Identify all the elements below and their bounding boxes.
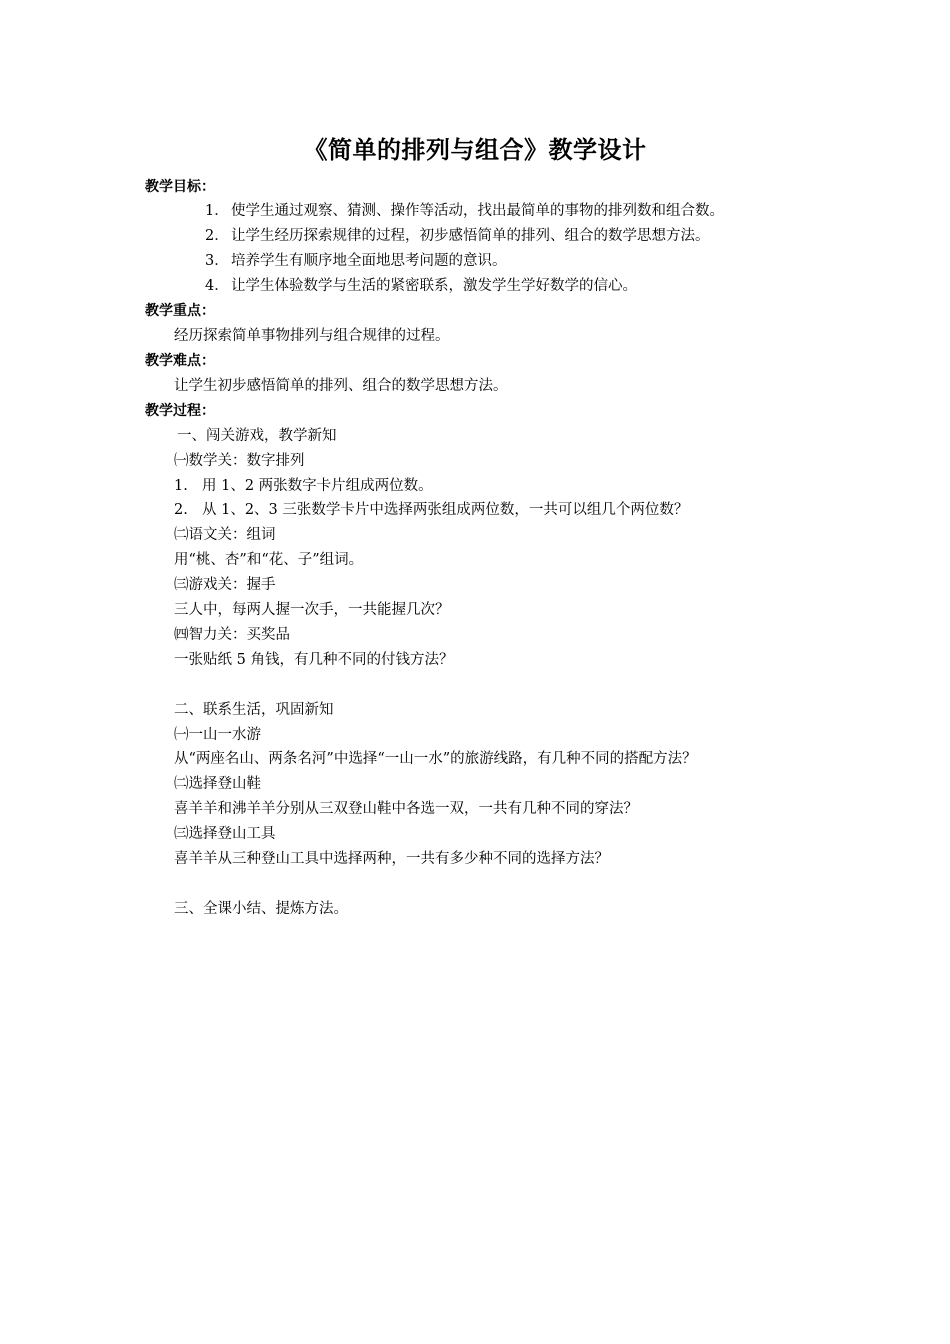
objective-number: 4． bbox=[205, 278, 229, 294]
part2-section1-text: 从“两座名山、两条名河”中选择“一山一水”的旅游线路，有几种不同的搭配方法？ bbox=[174, 751, 697, 767]
part3-title: 三、全课小结、提炼方法。 bbox=[174, 901, 348, 917]
part1-section2-text: 用“桃、杏”和“花、子”组词。 bbox=[174, 552, 364, 568]
part1-section4-text: 一张贴纸 5 角钱，有几种不同的付钱方法？ bbox=[174, 652, 454, 668]
part1-section1-item bbox=[174, 476, 433, 496]
objective-item bbox=[205, 251, 507, 271]
part2-section1-title: ㈠一山一水游 bbox=[174, 727, 261, 743]
part2-section3-title: ㈢选择登山工具 bbox=[174, 826, 276, 842]
difficulty-text: 让学生初步感悟简单的排列、组合的数学思想方法。 bbox=[174, 378, 508, 394]
key-point-heading: 教学重点： bbox=[145, 303, 215, 319]
objective-item bbox=[205, 201, 724, 221]
objective-item bbox=[205, 226, 710, 246]
part1-section3-title: ㈢游戏关：握手 bbox=[174, 577, 276, 593]
objective-text: 让学生经历探索规律的过程，初步感悟简单的排列、组合的数学思想方法。 bbox=[231, 228, 710, 244]
part2-section2-text: 喜羊羊和沸羊羊分别从三双登山鞋中各选一双，一共有几种不同的穿法？ bbox=[174, 801, 638, 817]
part1-section1-title: ㈠数学关：数字排列 bbox=[174, 453, 305, 469]
objective-text: 培养学生有顺序地全面地思考问题的意识。 bbox=[231, 253, 507, 269]
item-text: 用 1、2 两张数字卡片组成两位数。 bbox=[202, 478, 433, 494]
part1-section2-title: ㈡语文关：组词 bbox=[174, 527, 276, 543]
part1-title: 一、闯关游戏，教学新知 bbox=[177, 428, 337, 444]
part1-section1-item bbox=[174, 500, 688, 520]
part2-section3-text: 喜羊羊从三种登山工具中选择两种，一共有多少种不同的选择方法？ bbox=[174, 851, 609, 867]
item-text: 从 1、2、3 三张数学卡片中选择两张组成两位数，一共可以组几个两位数？ bbox=[202, 502, 689, 518]
objective-number: 2． bbox=[205, 228, 229, 244]
part1-section4-title: ㈣智力关：买奖品 bbox=[174, 627, 290, 643]
objective-text: 使学生通过观察、猜测、操作等活动，找出最简单的事物的排列数和组合数。 bbox=[231, 203, 724, 219]
item-number: 2. bbox=[174, 502, 188, 518]
document-title: 《简单的排列与组合》教学设计 bbox=[303, 136, 647, 164]
part1-section3-text: 三人中，每两人握一次手，一共能握几次？ bbox=[174, 602, 450, 618]
item-number: 1. bbox=[174, 478, 188, 494]
objective-number: 1． bbox=[205, 203, 229, 219]
difficulty-heading: 教学难点： bbox=[145, 353, 215, 369]
objective-number: 3． bbox=[205, 253, 229, 269]
objective-text: 让学生体验数学与生活的紧密联系，激发学生学好数学的信心。 bbox=[231, 278, 637, 294]
key-point-text: 经历探索简单事物排列与组合规律的过程。 bbox=[174, 328, 450, 344]
objective-item bbox=[205, 276, 637, 296]
part2-section2-title: ㈡选择登山鞋 bbox=[174, 776, 261, 792]
objectives-heading: 教学目标： bbox=[145, 179, 215, 195]
part2-title: 二、联系生活，巩固新知 bbox=[174, 702, 334, 718]
process-heading: 教学过程： bbox=[145, 403, 215, 419]
